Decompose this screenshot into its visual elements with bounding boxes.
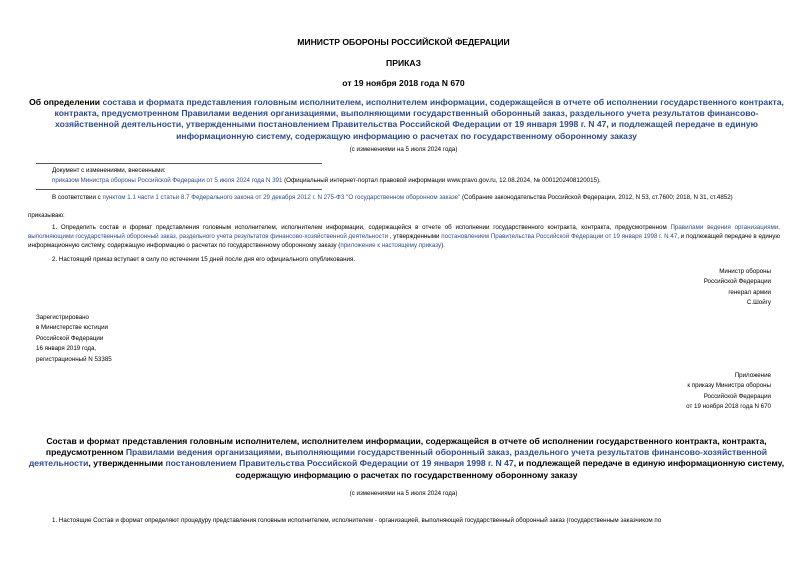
- preamble-text: В соответствии с: [52, 194, 103, 201]
- signature-line: С.Шойгу: [746, 299, 771, 307]
- resolution-link[interactable]: постановлением Правительства Российской Федерации от 19 января 1998 г. N 47: [441, 232, 678, 240]
- title-text: Об определении: [29, 97, 103, 107]
- ministry-heading: МИНИСТР ОБОРОНЫ РОССИЙСКОЙ ФЕДЕРАЦИИ: [297, 37, 510, 47]
- appendix-block: [686, 371, 771, 413]
- appendix-revision-note: (с изменениями на 5 июля 2024 года): [349, 490, 458, 497]
- doc-date-heading: от 19 ноября 2018 года N 670: [342, 78, 465, 88]
- rules-link[interactable]: Правилами ведения организациями, выполняющими государственный оборонный заказ, раздельного учета результатов финансово-хозяйственной деятельности: [28, 224, 780, 240]
- item-1-text: 1. Определить состав и формат представления головным исполнителем, исполнителем информации, содержащейся в отчете об исполнении государственного контракта, контракта, предусмотренном: [52, 224, 671, 231]
- appendix-rules-link[interactable]: Правилами ведения организациями, выполняющими государственный оборонный заказ, раздельного учета результатов финансово-хозяйственной деятельности: [28, 447, 768, 469]
- appendix-title-text: Состав и формат представления головным исполнителем, исполнителем информации, содержащейся в отчете об исполнении государственного контракта, контракта, предусмотренном: [45, 436, 767, 458]
- item-1: [28, 224, 780, 250]
- appendix-line: к приказу Министра обороны: [687, 382, 771, 390]
- signature-block: [704, 267, 771, 309]
- appendix-resolution-link[interactable]: постановлением Правительства Российской Федерации от 19 января 1998 г. N 47: [165, 458, 514, 469]
- preamble-text-2: (Собрание законодательства Российской Федерации, 2012, N 53, ст.7600; 2018, N 31, ст.4852): [460, 194, 733, 201]
- doc-type-heading: ПРИКАЗ: [386, 58, 421, 68]
- registration-line: в Министерстве юстиции: [36, 324, 109, 332]
- registration-line: регистрационный N 53385: [36, 355, 112, 363]
- signature-line: генерал армии: [728, 288, 771, 296]
- appendix-item-1: 1. Настоящие Состав и формат определяют процедуру представления головным исполнителем, исполнителем - организацией, выполняющей государственный оборонный заказ (государственным заказчиком по: [52, 517, 662, 524]
- appendix-link[interactable]: приложение к настоящему приказу: [340, 241, 442, 249]
- order-word: приказываю:: [28, 212, 65, 219]
- item-1-text-4: ).: [441, 241, 445, 249]
- document-title: [28, 97, 785, 142]
- changes-line: [52, 177, 780, 186]
- appendix-title-text-2: , утвержденными: [88, 458, 166, 469]
- divider: [36, 163, 322, 164]
- item-1-text-2: , утвержденными: [388, 232, 442, 240]
- changes-tail: (Официальный интернет-портал правовой информации www.pravo.gov.ru, 12.08.2024, № 0001202408120015).: [282, 177, 601, 184]
- item-1-text-3: , и подлежащей передаче в единую информационную систему, содержащую информацию о расчетах по государственному оборонному заказу (: [28, 232, 780, 249]
- divider: [36, 189, 322, 190]
- revision-note: (с изменениями на 5 июля 2024 года): [349, 146, 458, 153]
- preamble-paragraph: [28, 194, 780, 203]
- registration-line: Российской Федерации: [36, 334, 104, 342]
- item-2: 2. Настоящий приказ вступает в силу по истечении 15 дней после дня его официального опубликования.: [52, 256, 356, 263]
- appendix-title-text-3: , и подлежащей передаче в единую информационную систему, содержащую информацию о расчетах по государственному оборонному заказу: [235, 458, 785, 480]
- registration-block: [36, 313, 112, 365]
- appendix-line: Приложение: [734, 372, 771, 379]
- signature-line: Российской Федерации: [703, 278, 771, 286]
- preamble-law-link[interactable]: пунктом 1.1 части 1 статьи 8.7 Федерального закона от 29 декабря 2012 г. N 275-ФЗ "О государственном оборонном заказе": [102, 194, 461, 201]
- appendix-line: от 19 ноября 2018 года N 670: [686, 403, 771, 411]
- registration-line: 16 января 2019 года,: [36, 345, 97, 353]
- changes-link[interactable]: приказом Министра обороны Российской Федерации от 5 июля 2024 года N 391: [52, 177, 283, 184]
- appendix-title: [28, 436, 785, 481]
- signature-line: Министр обороны: [719, 268, 771, 275]
- title-link[interactable]: состава и формата представления головным исполнителем, исполнителем информации, содержащейся в отчете об исполнении государственного контракта, контракта, предусмотренном Правилами ведения организациями, выполняющими государственный оборонный заказ, раздельного учета результатов финансово-хозяйственной деятельности, утвержденными постановлением Правительства Российской Федерации от 19 января 1998 г. N 47, и подлежащей передаче в единую информационную систему, содержащую информацию о расчетах по государственному оборонному заказу: [54, 97, 784, 141]
- changes-label: Документ с изменениями, внесенными:: [52, 167, 166, 174]
- appendix-line: Российской Федерации: [703, 392, 771, 400]
- registration-line: Зарегистрировано: [36, 314, 89, 321]
